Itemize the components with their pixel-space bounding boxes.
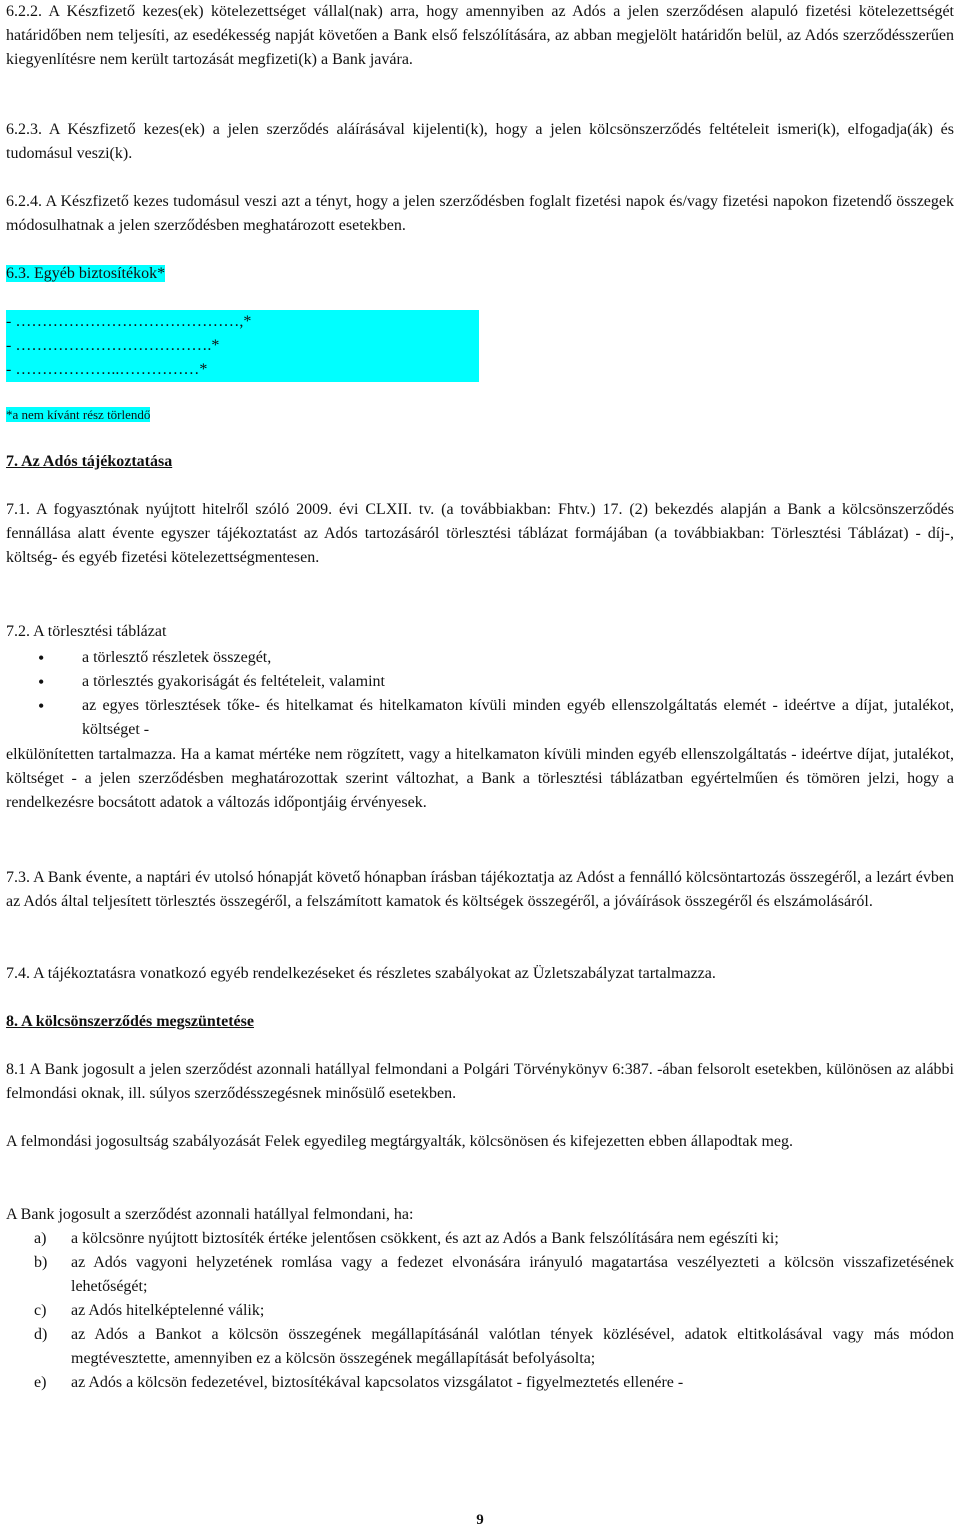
item-text: az Adós vagyoni helyzetének romlása vagy a fedezet elvonására irányuló magatartása veszélyezteti a kölcsön visszafizetésének lehetőségét;	[71, 1254, 954, 1295]
deletion-note-text: *a nem kívánt rész törlendő	[6, 407, 151, 422]
item-label: d)	[34, 1326, 48, 1343]
item-text: az Adós a Bankot a kölcsön összegének megállapításánál valótlan tények közlésével, adatok eltitkolásával vagy más módon megtévesztette, amennyiben ez a kölcsön összegének megállapítását befolyásolta;	[71, 1326, 954, 1367]
heading-7: 7. Az Adós tájékoztatása	[6, 453, 173, 470]
heading-6-3	[6, 262, 165, 286]
item-label: a)	[34, 1230, 47, 1247]
heading-8: 8. A kölcsönszerződés megszüntetése	[6, 1013, 254, 1030]
paragraph-8-3: A Bank jogosult a szerződést azonnali hatállyal felmondani, ha:	[6, 1206, 414, 1223]
list-item: • a törlesztés gyakoriságát és feltételeit, valamint	[38, 670, 954, 694]
list-item	[6, 1251, 954, 1299]
other-collateral-list	[6, 310, 479, 382]
list-item: • az egyes törlesztések tőke- és hitelkamat és hitelkamaton kívüli minden egyéb ellenszolgáltatás elemét - ideértve a díjat, jutalékot, költséget -	[38, 694, 954, 742]
list-item	[6, 1323, 954, 1371]
paragraph-7-2-after: elkülönítetten tartalmazza. Ha a kamat mértéke nem rögzített, vagy a hitelkamaton kívüli minden egyéb ellenszolgáltatás - ideértve díjat, jutalékot, költséget - a jelen szerződésben meghatározottak szerint változhat, a Bank a törlesztési táblázatban egyértelműen és tömören jelzi, hogy a rendelkezésre bocsátott adatok a változás időpontjáig érvényesek.	[6, 746, 954, 811]
heading-6-3-text: 6.3. Egyéb biztosítékok*	[6, 265, 166, 282]
paragraph-7-4: 7.4. A tájékoztatásra vonatkozó egyéb rendelkezéseket és részletes szabályokat az Üzletszabályzat tartalmazza.	[6, 965, 716, 982]
dash-line-3: - ………………..……………*	[6, 361, 208, 378]
item-label: c)	[34, 1302, 47, 1319]
paragraph-7-3: 7.3. A Bank évente, a naptári év utolsó hónapját követő hónapban írásban tájékoztatja az Adóst a fennálló kölcsöntartozás összegéről, a lezárt évben az Adós által teljesített törlesztés összegéről, a felszámított kamatok és költségek összegéről, a jóváírások összegéről és elszámolásáról.	[6, 869, 954, 910]
paragraph-6-2-3: 6.2.3. A Készfizető kezes(ek) a jelen szerződés aláírásával kijelenti(k), hogy a jelen kölcsönszerződés feltételeit ismeri(k), elfogadja(ák) és tudomásul veszi(k).	[6, 121, 954, 162]
paragraph-8-1: 8.1 A Bank jogosult a jelen szerződést azonnali hatállyal felmondani a Polgári Törvénykönyv 6:387. -ában felsorolt esetekben, különösen az alábbi felmondási oknak, ill. súlyos szerződésszegésnek minősülő esetekben.	[6, 1061, 954, 1102]
item-label: e)	[34, 1374, 47, 1391]
list-item	[6, 1371, 954, 1395]
list-item: • a törlesztő részletek összegét,	[38, 646, 954, 670]
item-label: b)	[34, 1254, 48, 1271]
page-number: 9	[476, 1512, 484, 1528]
paragraph-6-2-4: 6.2.4. A Készfizető kezes tudomásul veszi azt a tényt, hogy a jelen szerződésben foglalt fizetési napok és/vagy fizetési napokon fizetendő összegek módosulhatnak a jelen szerződésben meghatározott esetekben.	[6, 193, 954, 234]
paragraph-8-2: A felmondási jogosultság szabályozását Felek egyedileg megtárgyalták, kölcsönösen és kifejezetten ebben állapodtak meg.	[6, 1133, 794, 1150]
item-text: az Adós a kölcsön fedezetével, biztosítékával kapcsolatos vizsgálatot - figyelmeztetés ellenére -	[71, 1374, 684, 1391]
paragraph-7-1: 7.1. A fogyasztónak nyújtott hitelről szóló 2009. évi CLXII. tv. (a továbbiakban: Fhtv.) 17. (2) bekezdés alapján a Bank a kölcsönszerződés fennállása alatt évente egyszer tájékoztatást az Adós tartozásáról törlesztési táblázat formájában (a továbbiakban: Törlesztési Táblázat) - díj-, költség- és egyéb fizetési kötelezettségmentesen.	[6, 501, 954, 566]
dash-line-1: - ……………………………………,*	[6, 313, 252, 330]
item-text: a kölcsönre nyújtott biztosíték értéke jelentősen csökkent, és azt az Adós a Bank felszólítására nem egészíti ki;	[71, 1230, 779, 1247]
dash-line-2: - ……………………………….*	[6, 337, 220, 354]
schedule-contents-list	[38, 646, 954, 742]
list-item	[6, 1227, 954, 1251]
termination-reasons-list	[6, 1227, 954, 1395]
item-text: az Adós hitelképtelenné válik;	[71, 1302, 265, 1319]
list-item	[6, 1299, 954, 1323]
paragraph-7-2-intro: 7.2. A törlesztési táblázat	[6, 623, 167, 640]
paragraph-6-2-2: 6.2.2. A Készfizető kezes(ek) kötelezettséget vállal(nak) arra, hogy amennyiben az Adós a jelen szerződésen alapuló fizetési kötelezettségét határidőben nem teljesíti, az esedékesség napját követően a Bank első felszólítására, az abban megjelölt határidőn belül, az Adós szerződésszerűen kiegyenlítésre nem került tartozását megfizeti(k) a Bank javára.	[6, 3, 954, 68]
deletion-note	[6, 403, 150, 427]
